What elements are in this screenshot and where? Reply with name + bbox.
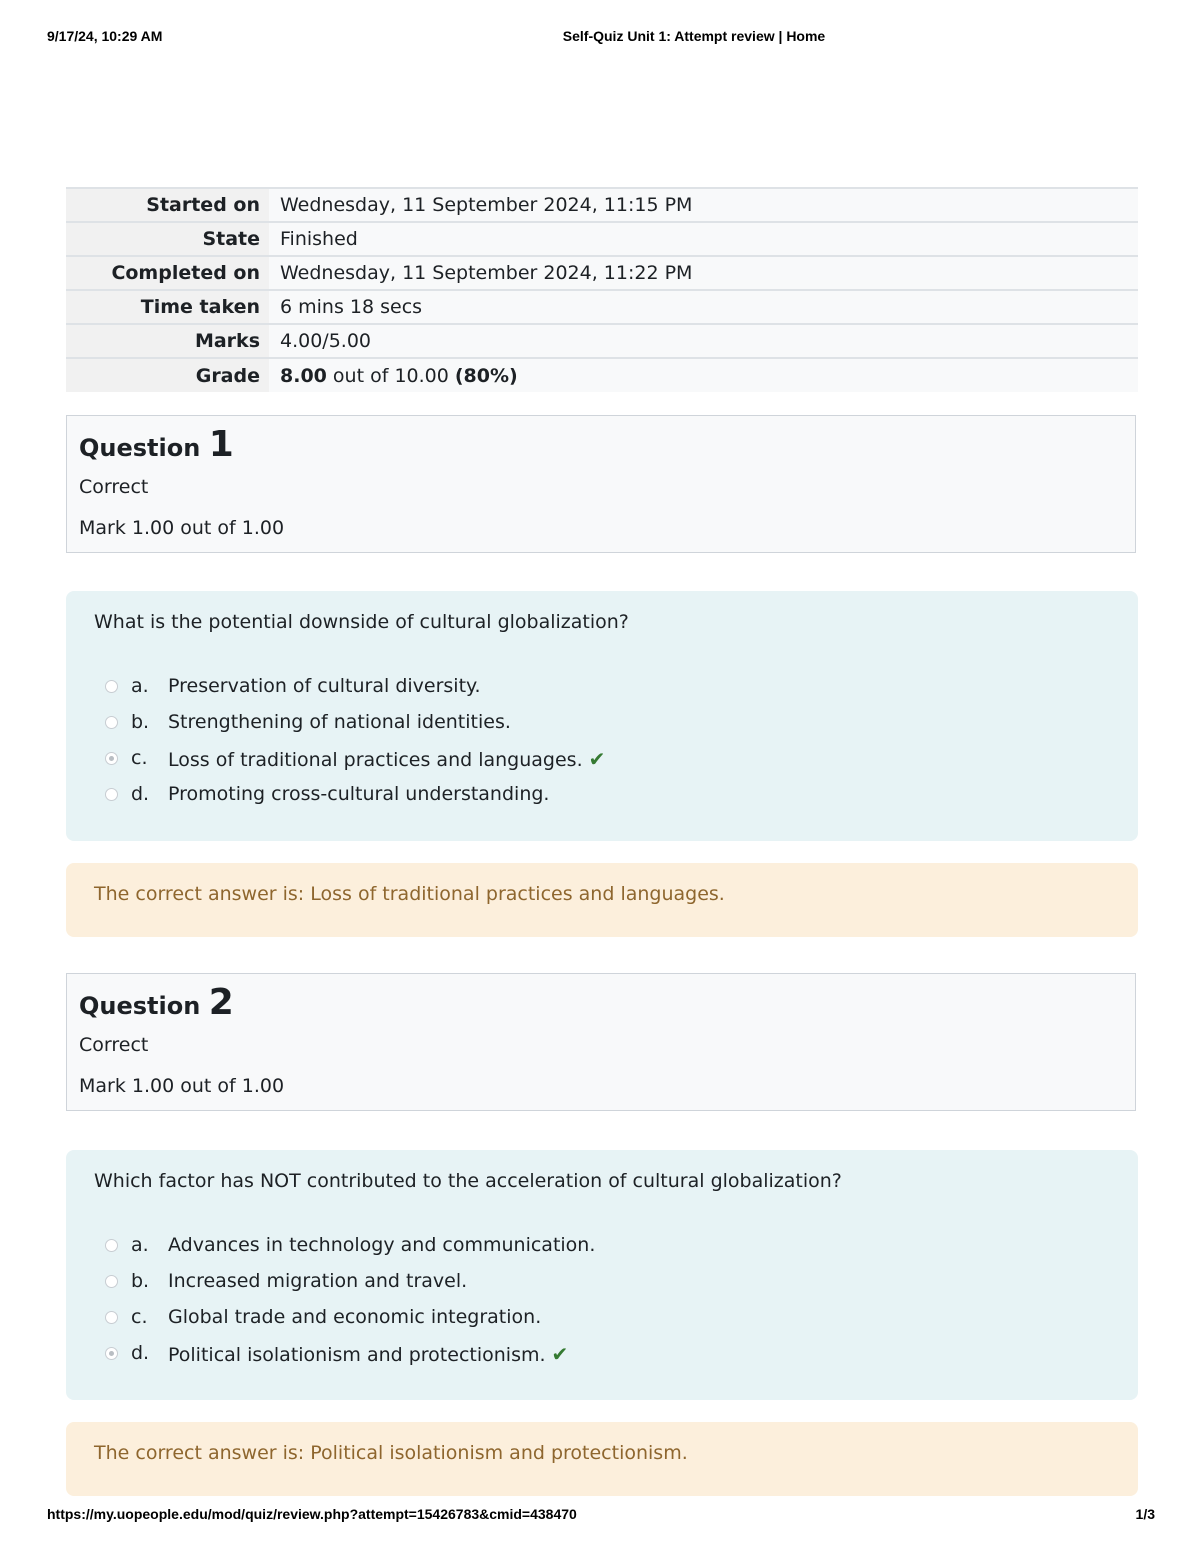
print-url: https://my.uopeople.edu/mod/quiz/review.php?attempt=15426783&cmid=438470 [47, 1506, 577, 1522]
answer-letter: b. [131, 1270, 150, 1292]
summary-row-state [66, 222, 1138, 256]
answer-text: Strengthening of national identities. [168, 711, 511, 733]
question-1-info [66, 415, 1136, 553]
radio-button-selected[interactable] [105, 1347, 118, 1360]
question-2-info [66, 973, 1136, 1111]
question-1-mark: Mark 1.00 out of 1.00 [79, 517, 285, 539]
radio-button[interactable] [105, 1311, 118, 1324]
question-1-heading [79, 424, 234, 465]
question-1-feedback [66, 863, 1138, 937]
question-1-text: What is the potential downside of cultural globalization? [94, 611, 629, 633]
answer-text: Political isolationism and protectionism. [168, 1344, 546, 1366]
answer-text-wrap [168, 1342, 568, 1366]
time-taken-label: Time taken [66, 290, 269, 324]
question-label: Question [79, 434, 201, 462]
grade-cell [269, 358, 1138, 392]
grade-percent: (80%) [454, 364, 518, 387]
answer-text: Promoting cross-cultural understanding. [168, 783, 550, 805]
print-header [0, 28, 1200, 52]
radio-button[interactable] [105, 1239, 118, 1252]
question-2-feedback [66, 1422, 1138, 1496]
question-2-mark: Mark 1.00 out of 1.00 [79, 1075, 285, 1097]
summary-row-completed [66, 256, 1138, 290]
grade-label: Grade [66, 358, 269, 392]
answer-text: Global trade and economic integration. [168, 1306, 542, 1328]
state-value: Finished [269, 222, 1138, 256]
answer-letter: c. [131, 1306, 148, 1328]
radio-button[interactable] [105, 716, 118, 729]
check-icon: ✔ [551, 1342, 569, 1366]
answer-text: Increased migration and travel. [168, 1270, 468, 1292]
completed-on-label: Completed on [66, 256, 269, 290]
question-2-correct-answer: The correct answer is: Political isolationism and protectionism. [94, 1442, 688, 1464]
question-1-state: Correct [79, 476, 149, 498]
answer-letter: c. [131, 747, 148, 769]
answer-text: Loss of traditional practices and languages. [168, 749, 583, 771]
print-page-number: 1/3 [1135, 1506, 1155, 1522]
grade-value: 8.00 [280, 364, 327, 387]
attempt-summary-table [66, 187, 1138, 392]
radio-button-selected[interactable] [105, 752, 118, 765]
radio-button[interactable] [105, 1275, 118, 1288]
completed-on-value: Wednesday, 11 September 2024, 11:22 PM [269, 256, 1138, 290]
answer-text: Advances in technology and communication. [168, 1234, 596, 1256]
marks-label: Marks [66, 324, 269, 358]
answer-letter: a. [131, 1234, 149, 1256]
answer-letter: b. [131, 711, 150, 733]
answer-letter: a. [131, 675, 149, 697]
radio-button[interactable] [105, 680, 118, 693]
grade-out-of: out of 10.00 [326, 364, 455, 387]
summary-row-grade [66, 358, 1138, 392]
marks-value: 4.00/5.00 [269, 324, 1138, 358]
answer-text-wrap [168, 747, 605, 771]
summary-row-marks [66, 324, 1138, 358]
started-on-label: Started on [66, 188, 269, 222]
question-2-heading [79, 982, 234, 1023]
answer-text: Preservation of cultural diversity. [168, 675, 481, 697]
question-2-state: Correct [79, 1034, 149, 1056]
summary-row-started [66, 188, 1138, 222]
question-number: 2 [208, 982, 234, 1023]
question-1-formulation [66, 591, 1138, 841]
answer-letter: d. [131, 1342, 150, 1364]
started-on-value: Wednesday, 11 September 2024, 11:15 PM [269, 188, 1138, 222]
summary-row-time [66, 290, 1138, 324]
radio-button[interactable] [105, 788, 118, 801]
question-1-correct-answer: The correct answer is: Loss of traditional practices and languages. [94, 883, 725, 905]
print-datetime: 9/17/24, 10:29 AM [47, 28, 163, 44]
question-2-text: Which factor has NOT contributed to the acceleration of cultural globalization? [94, 1170, 842, 1192]
time-taken-value: 6 mins 18 secs [269, 290, 1138, 324]
question-number: 1 [208, 424, 234, 465]
question-2-formulation [66, 1150, 1138, 1400]
check-icon: ✔ [588, 747, 606, 771]
print-page-title: Self-Quiz Unit 1: Attempt review | Home [562, 28, 826, 44]
question-label: Question [79, 992, 201, 1020]
state-label: State [66, 222, 269, 256]
answer-letter: d. [131, 783, 150, 805]
print-footer [0, 1506, 1200, 1530]
